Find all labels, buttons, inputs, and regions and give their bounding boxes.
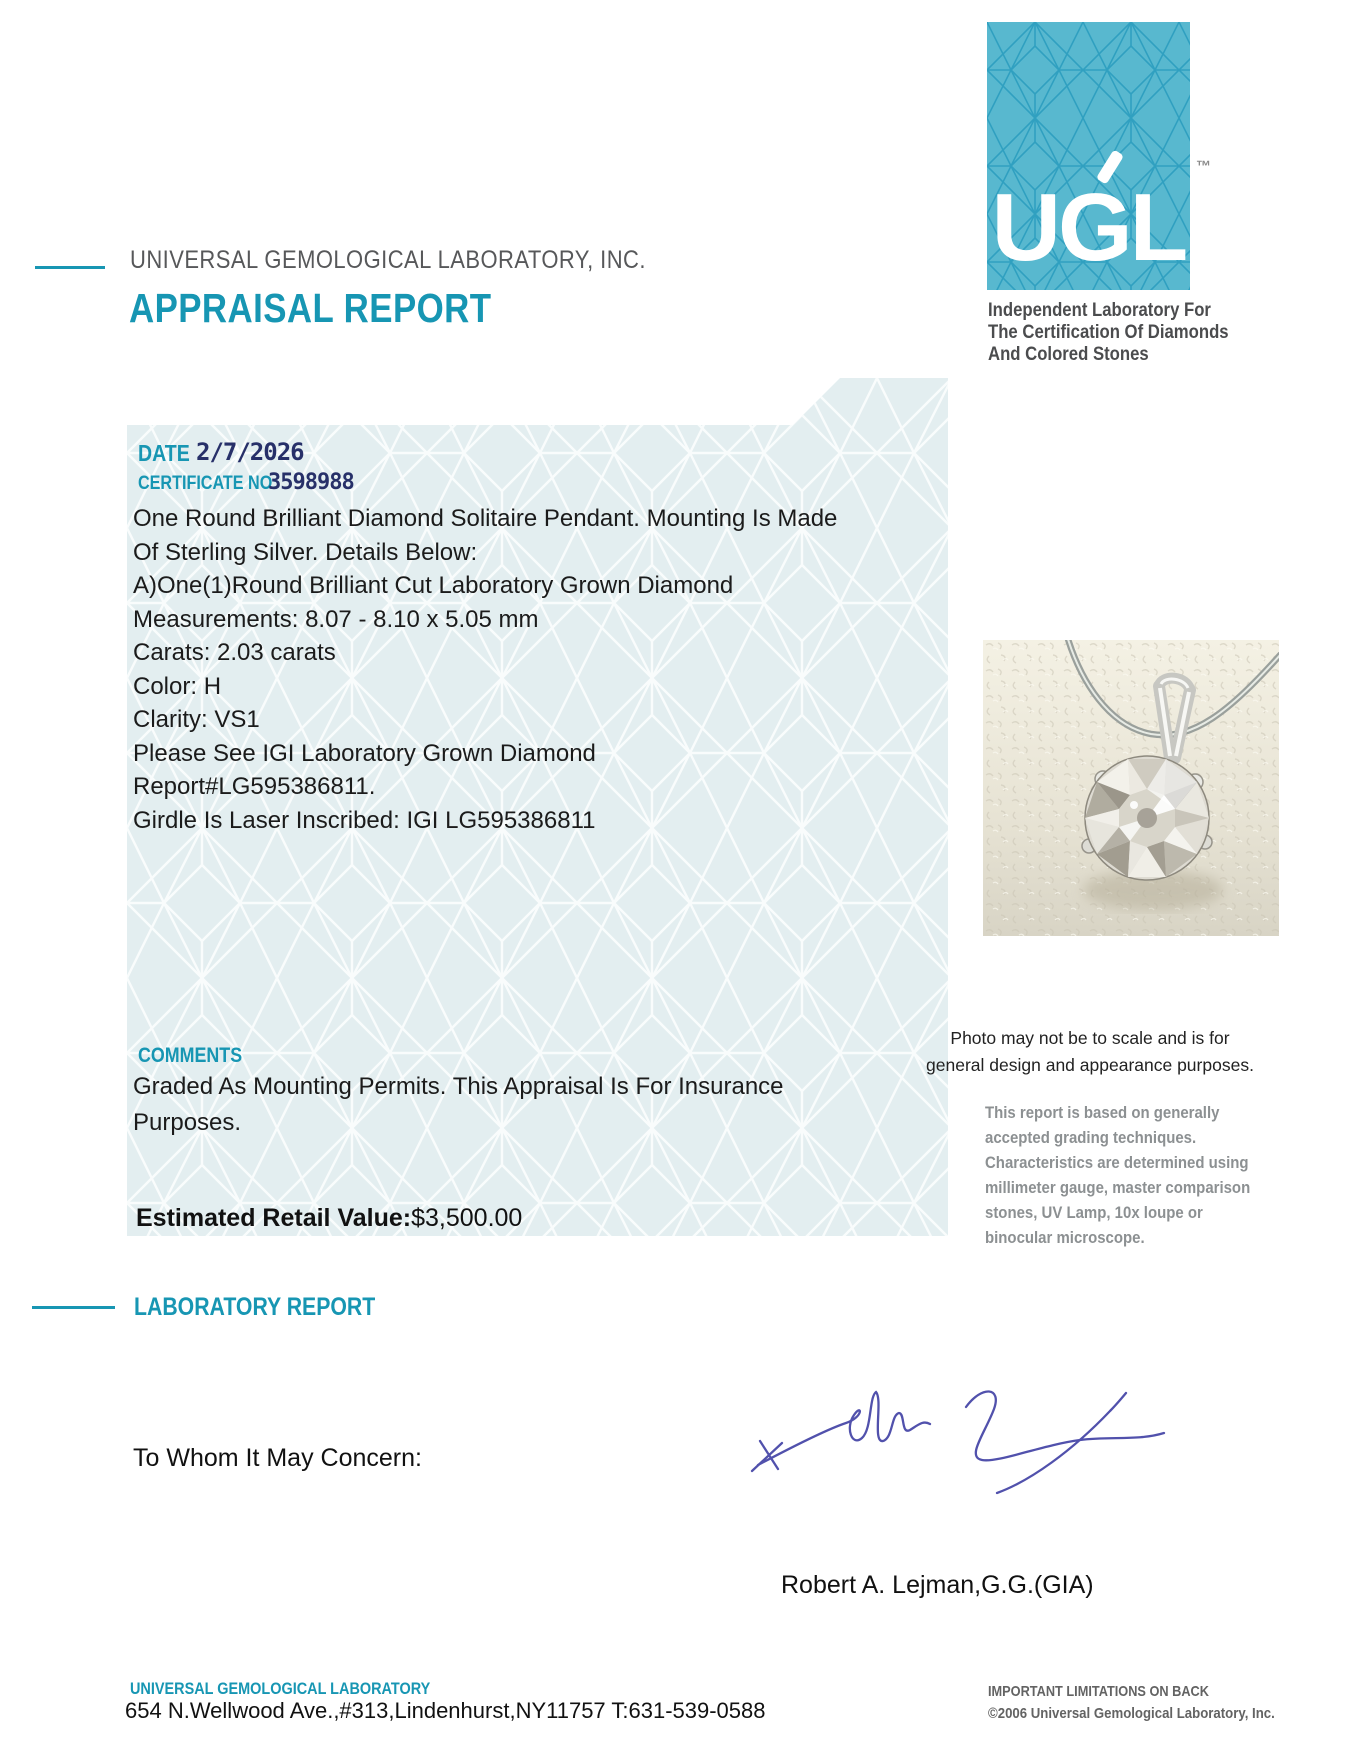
description-line: Girdle Is Laser Inscribed: IGI LG595386811 — [133, 806, 596, 834]
photo-disclaimer-line: Photo may not be to scale and is for — [950, 1028, 1230, 1048]
photo-disclaimer-line: general design and appearance purposes. — [926, 1055, 1254, 1075]
logo-wordmark: UGL — [991, 174, 1186, 281]
description-line: Please See IGI Laboratory Grown Diamond — [133, 739, 596, 767]
signature — [742, 1375, 1172, 1505]
footer-address: 654 N.Wellwood Ave.,#313,Lindenhurst,NY11757 T:631-539-0588 — [125, 1698, 766, 1723]
footer-copyright: ©2006 Universal Gemological Laboratory, Inc. — [988, 1705, 1275, 1722]
footer-org: UNIVERSAL GEMOLOGICAL LABORATORY — [130, 1679, 431, 1698]
footer-right — [988, 1681, 1314, 1725]
description-line: A)One(1)Round Brilliant Cut Laboratory Grown Diamond — [133, 572, 734, 599]
footer-limitations: IMPORTANT LIMITATIONS ON BACK — [988, 1683, 1209, 1700]
certificate-no-label: CERTIFICATE NO: — [138, 473, 278, 494]
signer-name: Robert A. Lejman,G.G.(GIA) — [781, 1571, 1094, 1599]
description-line: Of Sterling Silver. Details Below: — [133, 538, 478, 566]
lab-report-rule — [32, 1306, 115, 1309]
ugl-logo — [987, 22, 1190, 290]
lab-report-heading: LABORATORY REPORT — [134, 1293, 376, 1321]
photo-disclaimer — [880, 1025, 1300, 1079]
description-line: Measurements: 8.07 - 8.10 x 5.05 mm — [133, 605, 539, 633]
description-line: One Round Brilliant Diamond Solitaire Pendant. Mounting Is Made — [133, 505, 838, 532]
grading-note-line: This report is based on generally — [985, 1103, 1220, 1122]
grading-note — [985, 1100, 1286, 1250]
page-title: APPRAISAL REPORT — [129, 285, 492, 331]
comments-label: COMMENTS — [138, 1044, 243, 1067]
estimated-value-label: Estimated Retail Value: — [136, 1204, 412, 1232]
salutation: To Whom It May Concern: — [133, 1444, 422, 1472]
grading-note-line: stones, UV Lamp, 10x loupe or — [985, 1203, 1203, 1222]
header-rule — [35, 266, 105, 269]
description-line: Report#LG595386811. — [133, 773, 376, 800]
tagline-line: And Colored Stones — [988, 344, 1149, 365]
grading-note-line: millimeter gauge, master comparison — [985, 1178, 1251, 1197]
trademark-symbol: ™ — [1196, 158, 1211, 175]
tagline-line: Independent Laboratory For — [988, 300, 1211, 321]
grading-note-line: Characteristics are determined using — [985, 1153, 1249, 1172]
comments-text — [133, 1069, 853, 1141]
comments-line: Purposes. — [133, 1109, 242, 1136]
grading-note-line: binocular microscope. — [985, 1228, 1145, 1247]
description-line: Carats: 2.03 carats — [133, 639, 336, 666]
estimated-value-row — [136, 1204, 522, 1233]
grading-note-line: accepted grading techniques. — [985, 1128, 1197, 1147]
description-line: Color: H — [133, 672, 222, 700]
item-description — [133, 502, 853, 837]
certificate-no-value: 3598988 — [268, 470, 354, 495]
tagline-line: The Certification Of Diamonds — [988, 322, 1229, 343]
estimated-value-amount: $3,500.00 — [411, 1204, 523, 1232]
date-value: 2/7/2026 — [196, 438, 304, 466]
logo-tagline — [988, 300, 1261, 366]
comments-line: Graded As Mounting Permits. This Appraisal Is For Insurance — [133, 1073, 784, 1100]
description-line: Clarity: VS1 — [133, 706, 260, 733]
pendant-photo — [983, 640, 1279, 936]
date-label: DATE — [138, 440, 190, 466]
org-name-header: UNIVERSAL GEMOLOGICAL LABORATORY, INC. — [130, 246, 646, 274]
